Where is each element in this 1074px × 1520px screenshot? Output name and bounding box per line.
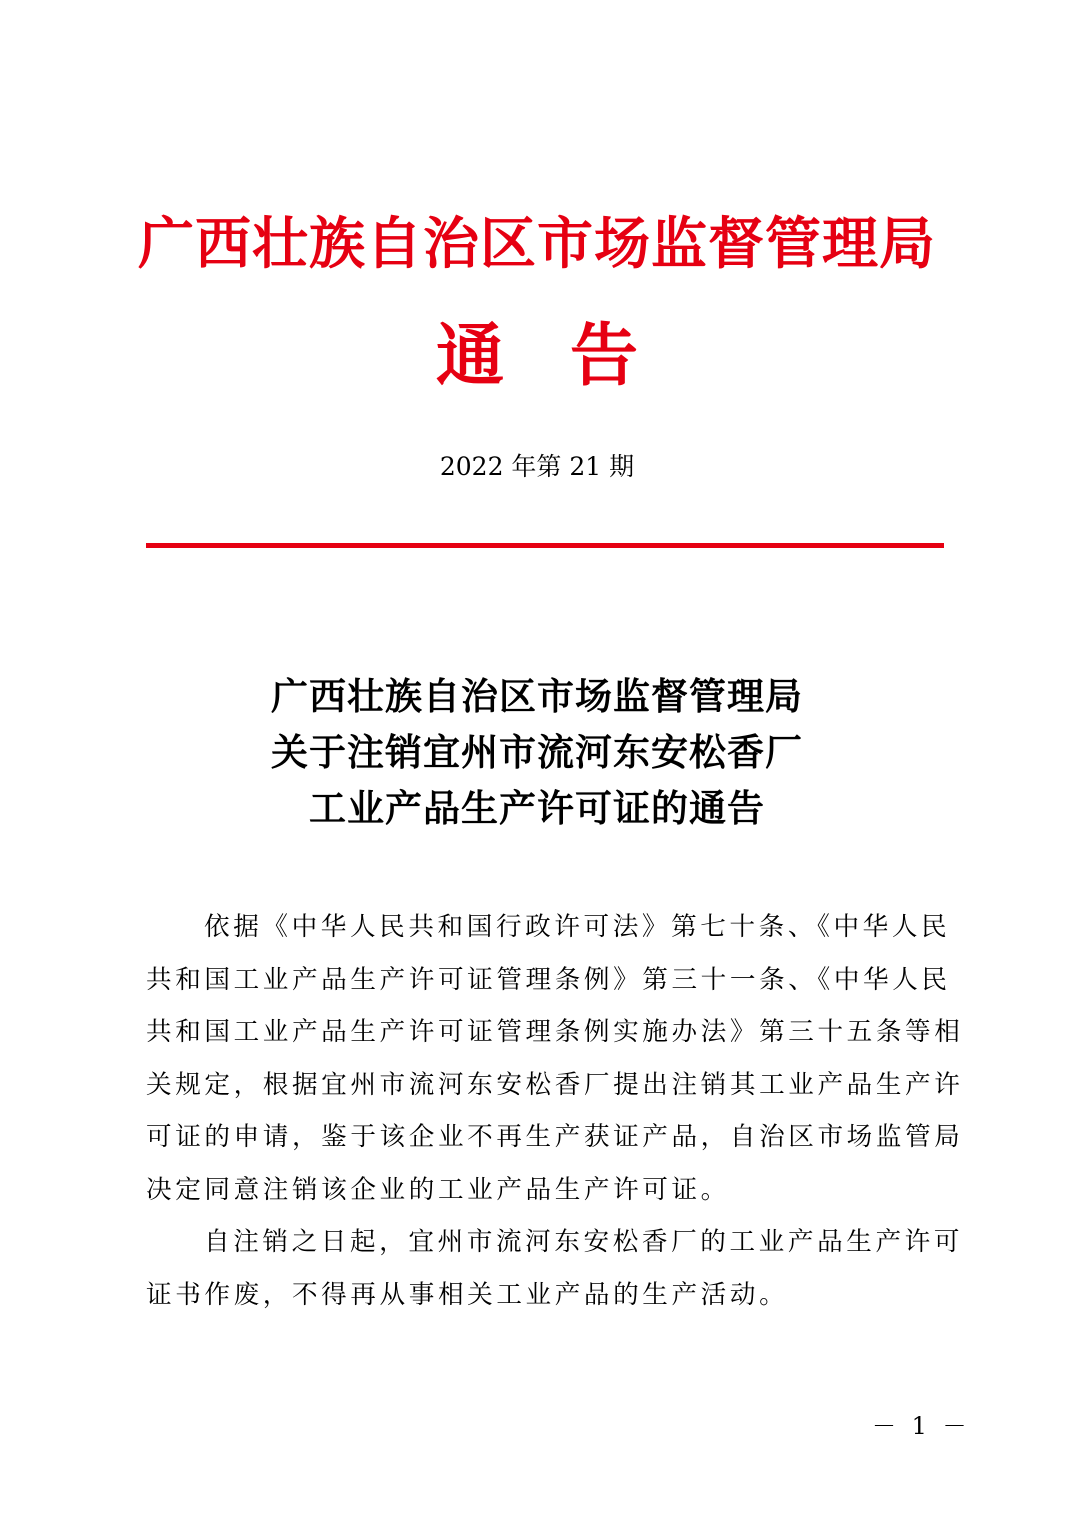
notice-title (0, 668, 1074, 836)
document-type-char-1: 通 (435, 316, 504, 396)
page-number: － 1 － (872, 1412, 971, 1440)
document-type-char-2: 告 (570, 316, 639, 396)
body-line: 决定同意注销该企业的工业产品生产许可证。 (146, 1174, 730, 1205)
body-paragraph-1 (146, 901, 964, 1216)
body-paragraph-2 (146, 1216, 964, 1321)
issue-number: 2022 年第 21 期 (439, 452, 635, 481)
body-line: 共和国工业产品生产许可证管理条例实施办法》第三十五条等相 (146, 1017, 964, 1047)
notice-title-line: 关于注销宜州市流河东安松香厂 (271, 730, 803, 774)
notice-title-line: 广西壮族自治区市场监督管理局 (271, 674, 803, 718)
document-type-header (0, 316, 1074, 396)
body-line: 证书作废，不得再从事相关工业产品的生产活动。 (146, 1279, 789, 1310)
red-divider-line (146, 543, 944, 548)
body-line: 依据《中华人民共和国行政许可法》第七十条、《中华人民 (204, 912, 951, 942)
body-line: 共和国工业产品生产许可证管理条例》第三十一条、《中华人民 (146, 964, 951, 995)
notice-title-line: 工业产品生产许可证的通告 (309, 786, 765, 830)
body-line: 可证的申请，鉴于该企业不再生产获证产品，自治区市场监管局 (146, 1122, 964, 1152)
body-line: 自注销之日起，宜州市流河东安松香厂的工业产品生产许可 (204, 1227, 964, 1257)
body-line: 关规定，根据宜州市流河东安松香厂提出注销其工业产品生产许 (146, 1069, 964, 1100)
notice-body (146, 901, 964, 1321)
issuing-organization-header: 广西壮族自治区市场监督管理局 (138, 211, 936, 277)
